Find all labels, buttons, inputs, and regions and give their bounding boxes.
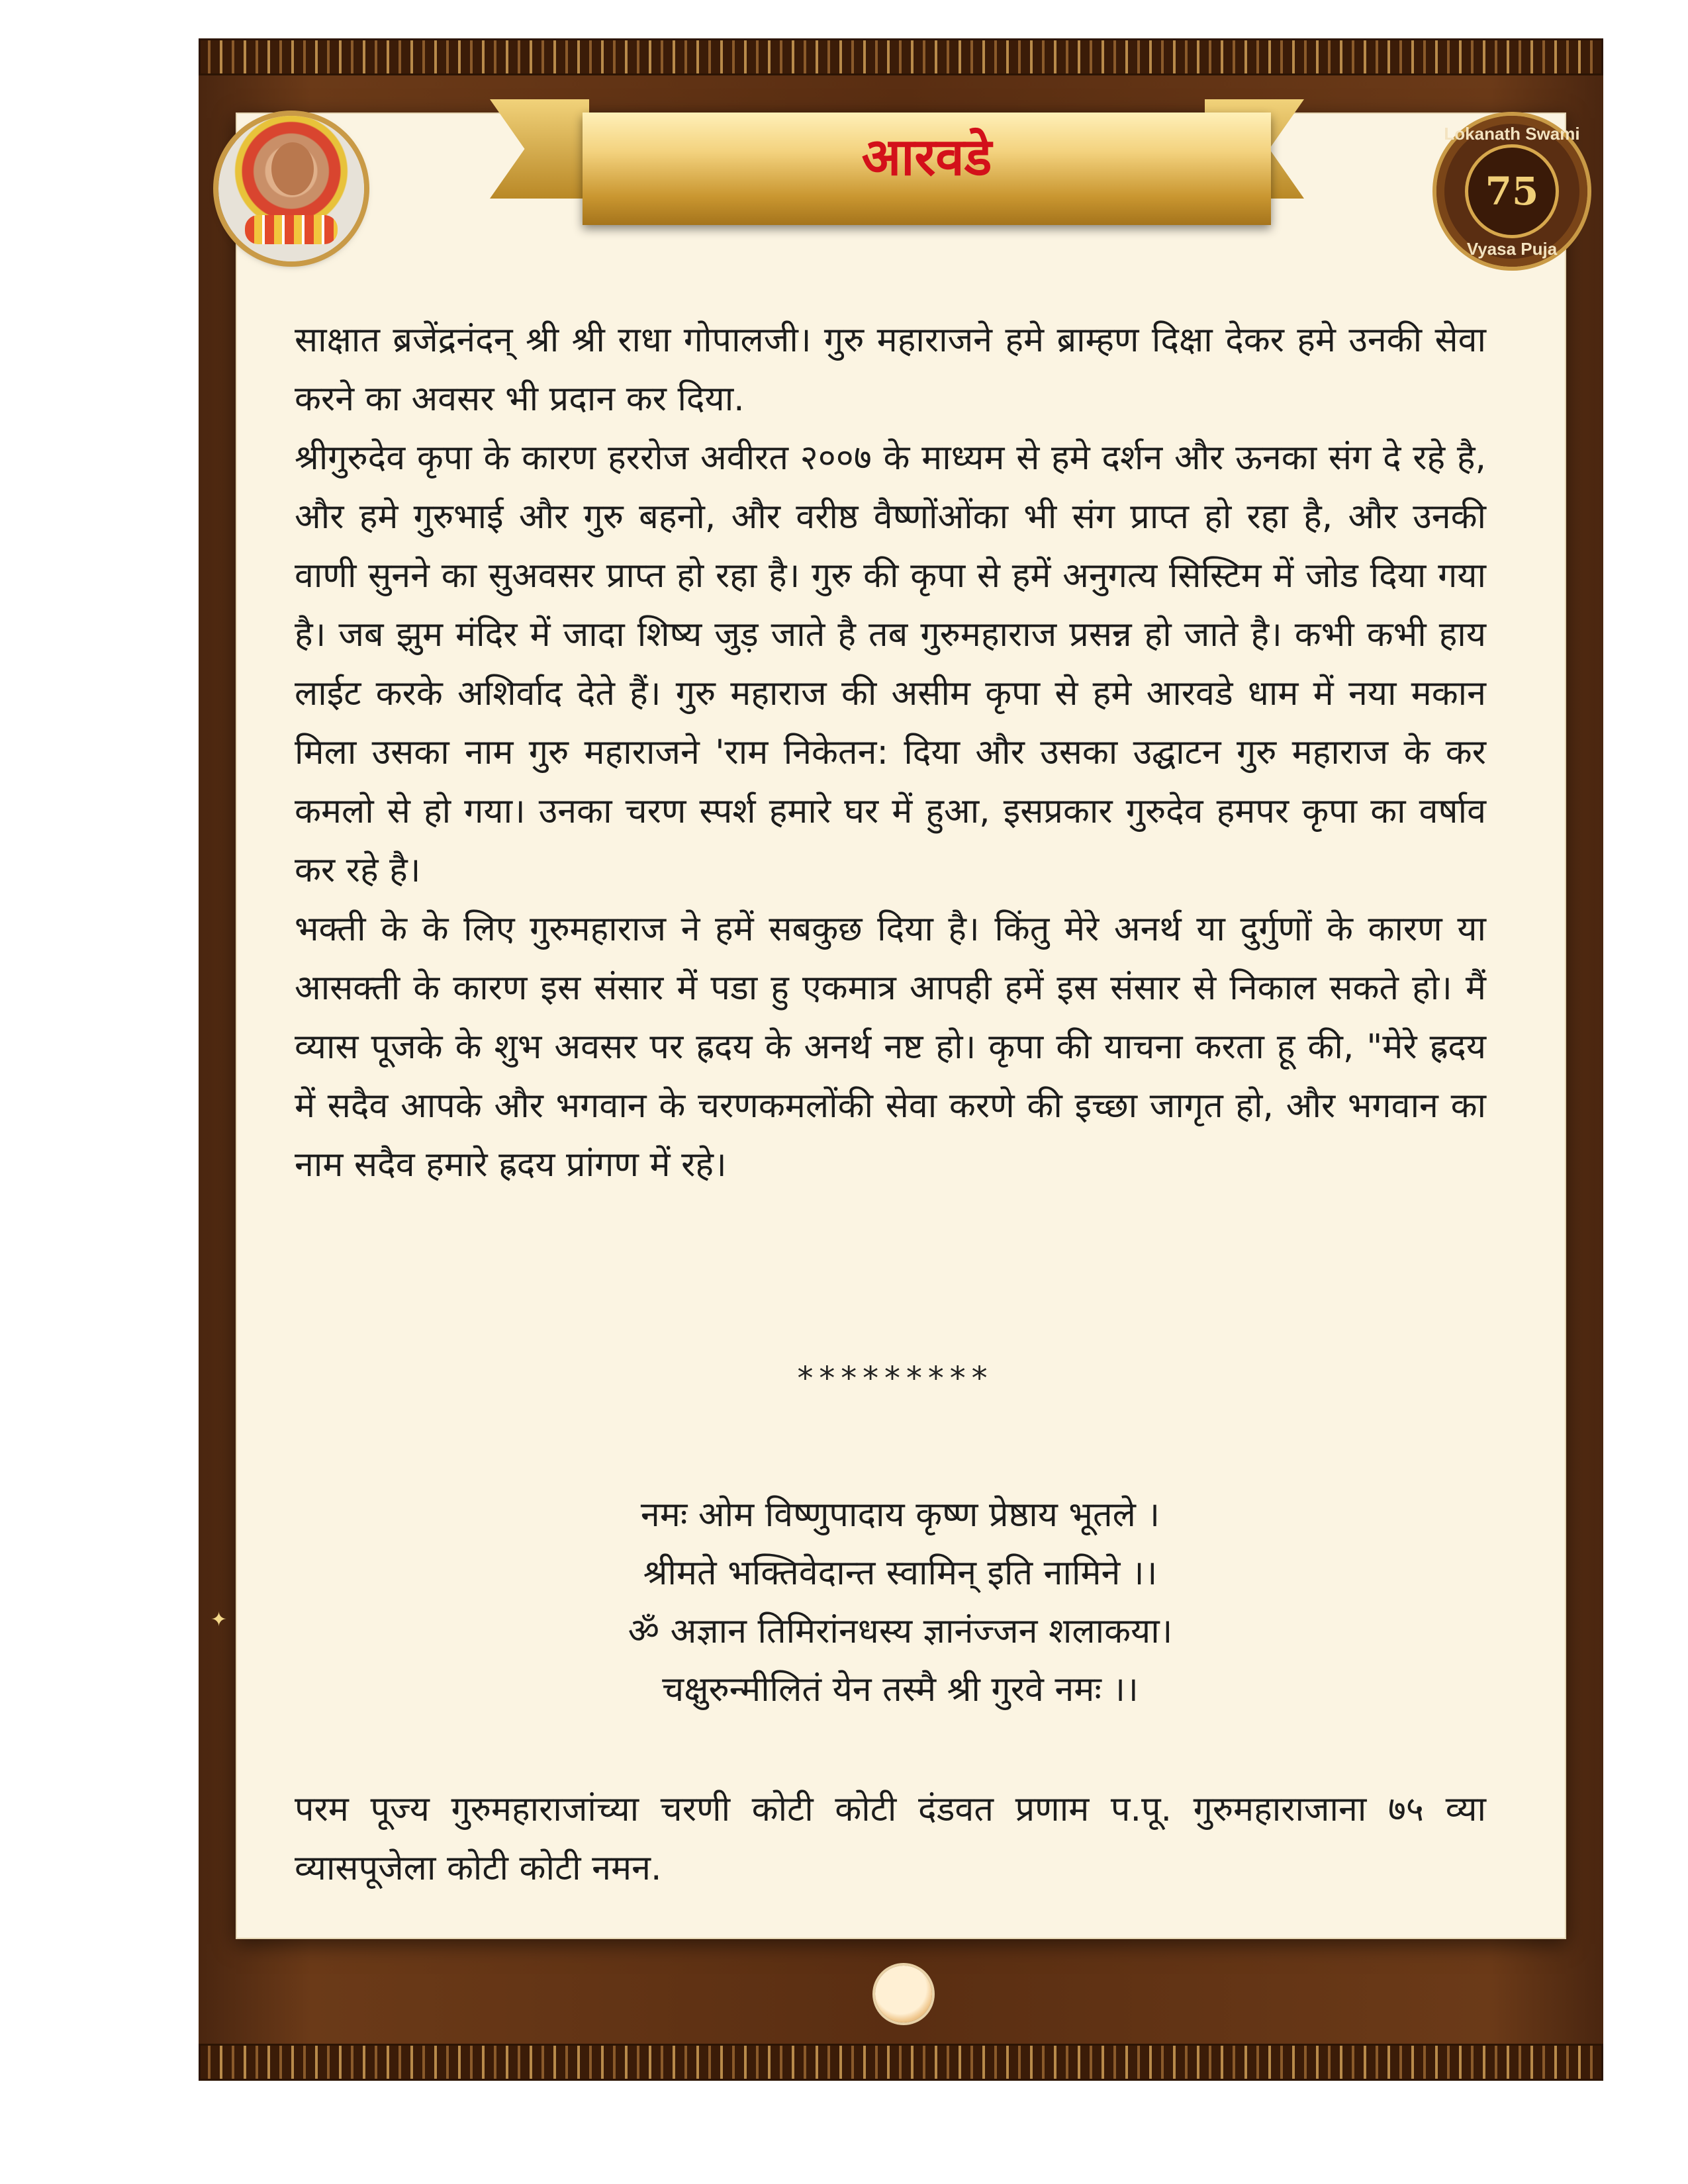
portrait-garland [245, 215, 338, 244]
paragraph-2: श्रीगुरुदेव कृपा के कारण हररोज अवीरत २००७ के माध्यम से हमे दर्शन और ऊनका संग दे रहे है, और हमे गुरुभाई और गुरु बहनो, और वरीष्ठ वैष्णोंओंका भी संग प्राप्त हो रहा है, और उनकी वाणी सुनने का सुअवसर प्राप्त हो रहा है। गुरु की कृपा से हमें अनुगत्य सिस्टिम में जोड दिया गया है। जब झुम मंदिर में जादा शिष्य जुड़ जाते है तब गुरुमहाराज प्रसन्न हो जाते है। कभी कभी हाय लाईट करके अशिर्वाद देते हैं। गुरु महाराज की असीम कृपा से हमे आरवडे धाम में नया मकान मिला उसका नाम गुरु महाराजने 'राम निकेतन: दिया और उसका उद्घाटन गुरु महाराज के कर कमलो से हो गया। उनका चरण स्पर्श हमारे घर में हुआ, इसप्रकार गुरुदेव हमपर कृपा का वर्षाव कर रहे है। [295, 438, 1486, 890]
page-title: आरवडे [861, 128, 992, 187]
sloka-line: श्रीमते भक्तिवेदान्त स्वामिन् इति नामिने ।। [643, 1553, 1158, 1593]
pranam-mantra [397, 1486, 1403, 1719]
decorative-border-bottom [199, 2044, 1603, 2081]
badge-bottom-text: Vyasa Puja [1466, 239, 1558, 259]
badge-number: 75 [1485, 169, 1539, 214]
decorative-knob [875, 1966, 932, 2023]
sloka-line: ॐ अज्ञान तिमिरांनधस्य ज्ञानंज्जन शलाकया। [628, 1612, 1173, 1651]
paragraph-1: साक्षात ब्रजेंद्रनंदन् श्री श्री राधा गोपालजी। गुरु महाराजने हमे ब्राम्हण दिक्षा देकर हमे उनकी सेवा करने का अवसर भी प्रदान कर दिया. [295, 320, 1486, 419]
badge-top-text: Lokanath Swami [1444, 124, 1580, 144]
closing-text: परम पूज्य गुरुमहाराजांच्या चरणी कोटी कोटी दंडवत प्रणाम प.पू. गुरुमहाराजाना ७५ व्या व्यासपूजेला कोटी कोटी नमन. [295, 1790, 1486, 1888]
sloka-line: चक्षुरुन्मीलितं येन तस्मै श्री गुरवे नमः ।। [662, 1670, 1139, 1709]
sloka-line: नमः ओम विष्णुपादाय कृष्ण प्रेष्ठाय भूतले । [640, 1495, 1160, 1535]
decorative-border-top [199, 38, 1603, 75]
separator: ********* [795, 1360, 992, 1397]
sparkle-icon: ✦ [211, 1608, 228, 1631]
offering-text [295, 311, 1486, 1195]
guru-portrait [218, 116, 364, 261]
portrait-face [271, 142, 314, 195]
vyasa-puja-badge [1436, 116, 1587, 267]
paragraph-3: भक्ती के के लिए गुरुमहाराज ने हमें सबकुछ दिया है। किंतु मेरे अनर्थ या दुर्गुणों के कारण या आसक्ती के कारण इस संसार में पडा हु एकमात्र आपही हमें इस संसार से निकाल सकते हो। मैं व्यास पूजके के शुभ अवसर पर ह्रदय के अनर्थ नष्ट हो। कृपा की याचना करता हू की, "मेरे ह्रदय में सदैव आपके और भगवान के चरणकमलोंकी सेवा करणे की इच्छा जागृत हो, और भगवान का नाम सदैव हमारे ह्रदय प्रांगण में रहे। [295, 909, 1486, 1185]
